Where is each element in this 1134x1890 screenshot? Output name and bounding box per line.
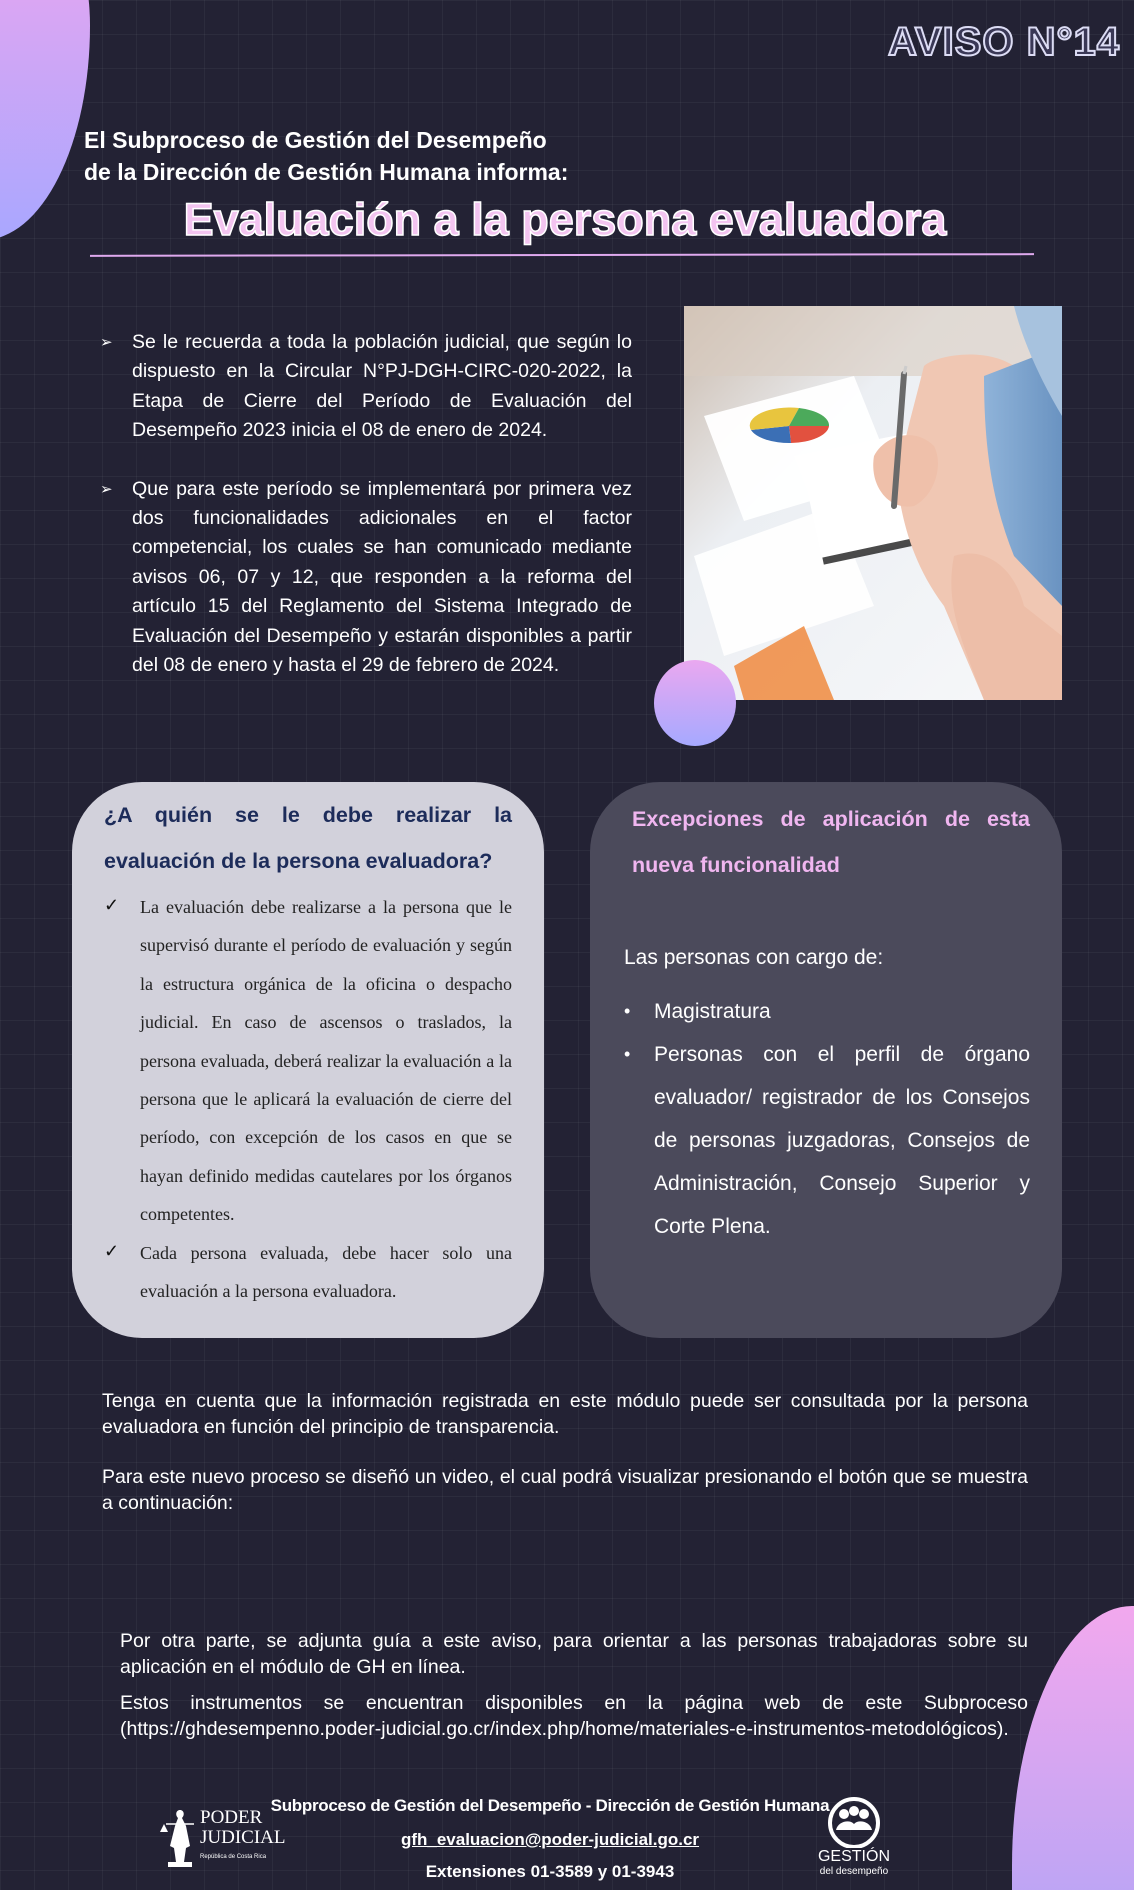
footer-organization: Subproceso de Gestión del Desempeño - Dirección de Gestión Humana — [270, 1796, 830, 1815]
decorative-circle — [654, 660, 736, 746]
intro-line-1: El Subproceso de Gestión del Desempeño — [84, 127, 547, 153]
intro-text — [84, 124, 724, 188]
logo-left-line-2: JUDICIAL — [200, 1827, 286, 1848]
writing-hand-photo — [684, 306, 1062, 700]
card-title-line-1: Excepciones de aplicación de esta — [632, 807, 1030, 831]
guide-paragraph: Por otra parte, se adjunta guía a este aviso, para orientar a las personas trabajadoras sobre su aplicación en el módulo de GH en línea. — [120, 1630, 1028, 1678]
list-item-text: La evaluación debe realizarse a la persona que le supervisó durante el período de evaluación y según la estructura orgánica de la oficina o despacho judicial. En caso de ascensos o traslados, la persona evaluada, deberá realizar la evaluación a la persona que le aplicará la evaluación de cierre del período, con excepción de los casos en que se hayan definido medidas cautelares por los órganos competentes. — [140, 897, 512, 1225]
exceptions-list — [624, 990, 1030, 1248]
card-lead: Las personas con cargo de: — [624, 946, 884, 969]
card-question-line-1: ¿A quién se le debe realizar la — [104, 803, 512, 827]
exceptions-card — [590, 782, 1062, 1338]
notice-number: AVISO N°14 — [888, 20, 1120, 64]
footer-email-link[interactable]: gfh_evaluacion@poder-judicial.go.cr — [400, 1830, 700, 1849]
check-mark-icon: ✓ — [104, 1240, 120, 1261]
card-question-line-2: evaluación de la persona evaluadora? — [104, 849, 493, 873]
arrow-bullet-icon: ➢ — [100, 480, 113, 498]
video-paragraph: Para este nuevo proceso se diseñó un video, el cual podrá visualizar presionando el botón que se muestra a continuación: — [102, 1466, 1028, 1514]
bullet-item — [100, 475, 632, 681]
list-item — [624, 990, 1030, 1033]
check-mark-icon: ✓ — [104, 895, 120, 915]
arrow-bullet-icon: ➢ — [100, 334, 113, 351]
bullet-text: Que para este período se implementará por primera vez dos funcionalidades adicionales en el factor competencial, los cuales se han comunicado mediante avisos 06, 07 y 12, que responden a la reforma del artículo 15 del Reglamento del Sistema Integrado de Evaluación del Desempeño y estarán disponibles a partir del 08 de enero y hasta el 29 de febrero de 2024. — [132, 477, 632, 677]
footer-extensions: Extensiones 01-3589 y 01-3943 — [425, 1862, 675, 1881]
list-item-text: Cada persona evaluada, debe hacer solo una evaluación a la persona evaluadora. — [140, 1242, 512, 1302]
bullet-item — [100, 328, 632, 446]
list-item — [104, 888, 512, 1234]
list-item-text: Personas con el perfil de órgano evaluador/ registrador de los Consejos de personas juzgadoras, Consejos de Administración, Consejo Superior y Corte Plena. — [654, 1043, 1030, 1238]
people-circle-icon — [806, 1796, 902, 1848]
list-item — [624, 1033, 1030, 1248]
logo-left-line-1: PODER — [200, 1807, 263, 1828]
logo-right-line-1: GESTIÓN — [817, 1848, 890, 1865]
page-title: Evaluación a la persona evaluadora — [183, 194, 947, 245]
photo-illustration — [684, 306, 1062, 700]
list-item-text: Magistratura — [654, 1000, 771, 1023]
who-to-evaluate-card — [72, 782, 544, 1338]
intro-line-2: de la Dirección de Gestión Humana informa: — [84, 159, 569, 185]
dot-bullet-icon: • — [624, 1001, 631, 1021]
list-item — [104, 1234, 512, 1311]
dot-bullet-icon: • — [624, 1044, 631, 1064]
card-title-line-2: nueva funcionalidad — [632, 853, 840, 877]
title-underline — [90, 253, 1034, 257]
announcement-bullets — [100, 328, 632, 680]
logo-right-line-2: del desempeño — [819, 1866, 889, 1877]
gestion-desempeno-logo — [806, 1796, 902, 1880]
requirement-list — [104, 888, 512, 1310]
transparency-paragraph: Tenga en cuenta que la información registrada en este módulo puede ser consultada por la persona evaluadora en función del principio de transparencia. — [102, 1390, 1028, 1438]
decorative-blob-top-left — [0, 0, 90, 240]
justice-statue-icon — [160, 1806, 200, 1868]
bullet-text: Se le recuerda a toda la población judicial, que según lo dispuesto en la Circular N°PJ-DGH-CIRC-020-2022, la Etapa de Cierre del Período de Evaluación del Desempeño 2023 inicia el 08 de enero de 2024. — [132, 331, 632, 442]
logo-left-line-3: República de Costa Rica — [200, 1854, 267, 1860]
instruments-paragraph: Estos instrumentos se encuentran disponibles en la página web de este Subproceso (https://ghdesempenno.poder-judicial.go.cr/index.php/home/materiales-e-instrumentos-metodológicos). — [120, 1692, 1028, 1740]
decorative-blob-bottom-right — [1012, 1606, 1134, 1890]
